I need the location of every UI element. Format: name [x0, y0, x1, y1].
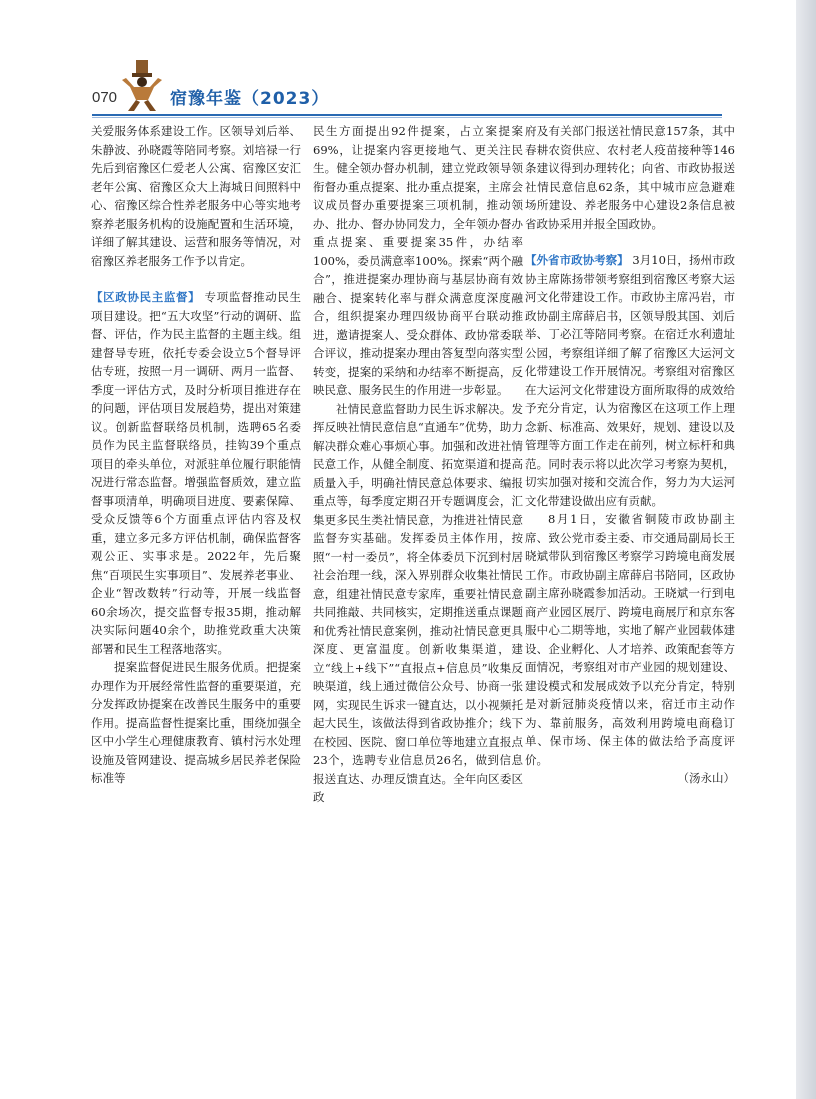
author-signature: （汤永山）: [677, 771, 735, 785]
mascot-logo-icon: [118, 60, 166, 112]
book-title: 宿豫年鉴（2023）: [170, 89, 330, 109]
header-rule-thin: [92, 117, 722, 118]
header-rule: [92, 114, 722, 116]
column-3: [525, 122, 735, 788]
paragraph: 8月1日，安徽省铜陵市政协副主席、致公党市委主委、市交通局副局长王晓斌带队到宿豫区考察学习跨境电商发展工作。市政协副主席薛启书陪同，区政协副主席孙晓霞参加活动。王晓斌一行到电商产业园区展厅、跨境电商展厅和京东客服中心二期等地，实地了解产业园载体建设、企业孵化、人才培养、政策配套等方面情况，考察组对市产业园的规划建设、建设模式和发展成效予以充分肯定，特别是对新冠肺炎疫情以来，宿迁市主动作为、靠前服务，高效利用跨境电商稳订单、保市场、保主体的做法给予高度评价。: [525, 512, 735, 767]
paragraph: 提案监督促进民生服务优质。把提案办理作为开展经常性监督的重要渠道，充分发挥政协提案在改善民生服务中的重要作用。提高监督性提案比重，围绕加强全区中小学生心理健康教育、镇村污水处理设施及管网建设、提高城乡居民养老保险标准等: [91, 660, 301, 785]
section-tag: 【外省市政协考察】: [525, 253, 629, 267]
section-paragraph: [525, 251, 735, 510]
column-1: [91, 122, 301, 788]
paragraph-text: 专项监督推动民生项目建设。把“五大攻坚”行动的调研、监督、评估，作为民主监督的主题主线。组建督导专班，依托专委会设立5个督导评估专班，按照一月一调研、两月一监督、季度一评估方式，及时分析项目推进存在的问题，评估项目发展趋势，提出对策建议。创新监督联络员机制，选聘65名委员作为民主监督联络员，挂钩39个重点项目的牵头单位，对派驻单位履行职能情况进行常态监督。增强监督质效，建立监督事项清单，明确项目进度、要素保障、受众反馈等6个方面重点评估内容及权重，建立多元多方评估机制，确保监督客观公正、实事求是。2022年，先后聚焦“百项民生实事项目”、发展养老事业、企业“智改数转”行动等，开展一线监督60余场次，提交监督专报35期，推动解决实际问题40余个，助推党政重大决策部署和民生工程落地落实。: [91, 290, 302, 656]
paragraph: 社情民意监督助力民生诉求解决。发挥反映社情民意信息“直通车”优势，助力解决群众难心事烦心事。加强和改进社情民意工作，从健全制度、拓宽渠道和提高质量入手，明确社情民意总体要求、编报重点等，每季度定期召开专题调度会，汇集更多民生类社情民意，为推进社情民意监督夯实基础。发挥委员主体作用，按照“一村一委员”，将全体委员下沉到村居社会治理一线，深入界别群众收集社情民意，组建社情民意专家库，重要社情民意共同推敲、共同核实，定期推送重点课题和优秀社情民意案例，推动社情民意更具深度、更富温度。创新收集渠道，建立“线上+线下”“直报点+信息员”收集反映渠道，线上通过微信公众号、协商一张网，实现民生诉求一键直达，以小视频托起大民生，该做法得到省政协推介；线下在校园、医院、窗口单位等地建立直报点23个，选聘专业信息员26名，做到信息报送直达、办理反馈直达。全年向区委区政: [313, 401, 523, 804]
page-number: 070: [92, 89, 118, 106]
paragraph-text: 3月10日，扬州市政协主席陈扬带领考察组到宿豫区考察大运河文化带建设工作。市政协主席冯岩，市政协副主席薛启书，区领导殷其国、刘后举、丁必江等陪同考察。在宿迁水利遗址公园，考察组详细了解了宿豫区大运河文化带建设工作开展情况。考察组对宿豫区在大运河文化带建设方面所取得的成效给予充分肯定，认为宿豫区在这项工作上理念新、标准高、效果好，规划、建设以及管理等方面工作走在前列，树立标杆和典范。同时表示将以此次学习考察为契机，切实加强对接和交流合作，努力为大运河文化带建设做出应有贡献。: [525, 253, 736, 508]
section-tag: 【区政协民主监督】: [91, 290, 201, 304]
paragraph: 关爱服务体系建设工作。区领导刘后举、朱静波、孙晓霞等陪同考察。刘培禄一行先后到宿豫区仁爱老人公寓、宿豫区安汇老年公寓、宿豫区众大上海城日间照料中心、宿豫区综合性养老服务中心等实地考察养老服务机构的设施配置和生活环境，详细了解其建设、运营和服务等情况，对宿豫区养老服务工作予以肯定。: [91, 124, 301, 268]
page-edge-strip: [796, 0, 816, 1099]
column-2: [313, 122, 523, 807]
section-paragraph: [91, 288, 301, 658]
paragraph: 民生方面提出92件提案，占立案提案69%，让提案内容更接地气、更关注民生。健全领办督办机制，建立党政领导领衔督办重点提案、批办重点提案，主席会议成员督办重要提案三项机制，推动领办、批办、督办协同发力，全年领办督办重点提案、重要提案35件，办结率100%，委员满意率100%。探索“两个融合”，推进提案办理协商与基层协商有效融合、提案转化率与群众满意度深度融合，组织提案办理四级协商平台联动推进，邀请提案人、受众群体、政协常委联合评议，推动提案办理由答复型向落实型转变，提案的采纳和办结率不断提高，反映民意、服务民生的作用进一步彰显。: [313, 124, 523, 397]
paragraph: 府及有关部门报送社情民意157条，其中春耕农资供应、农村老人疫苗接种等146条建议得到办理转化；向省、市政协报送社情民意信息62条，其中城市应急避难场所建设、养老服务中心建设2条信息被省政协采用并报全国政协。: [525, 124, 735, 231]
page-header: [0, 60, 816, 120]
